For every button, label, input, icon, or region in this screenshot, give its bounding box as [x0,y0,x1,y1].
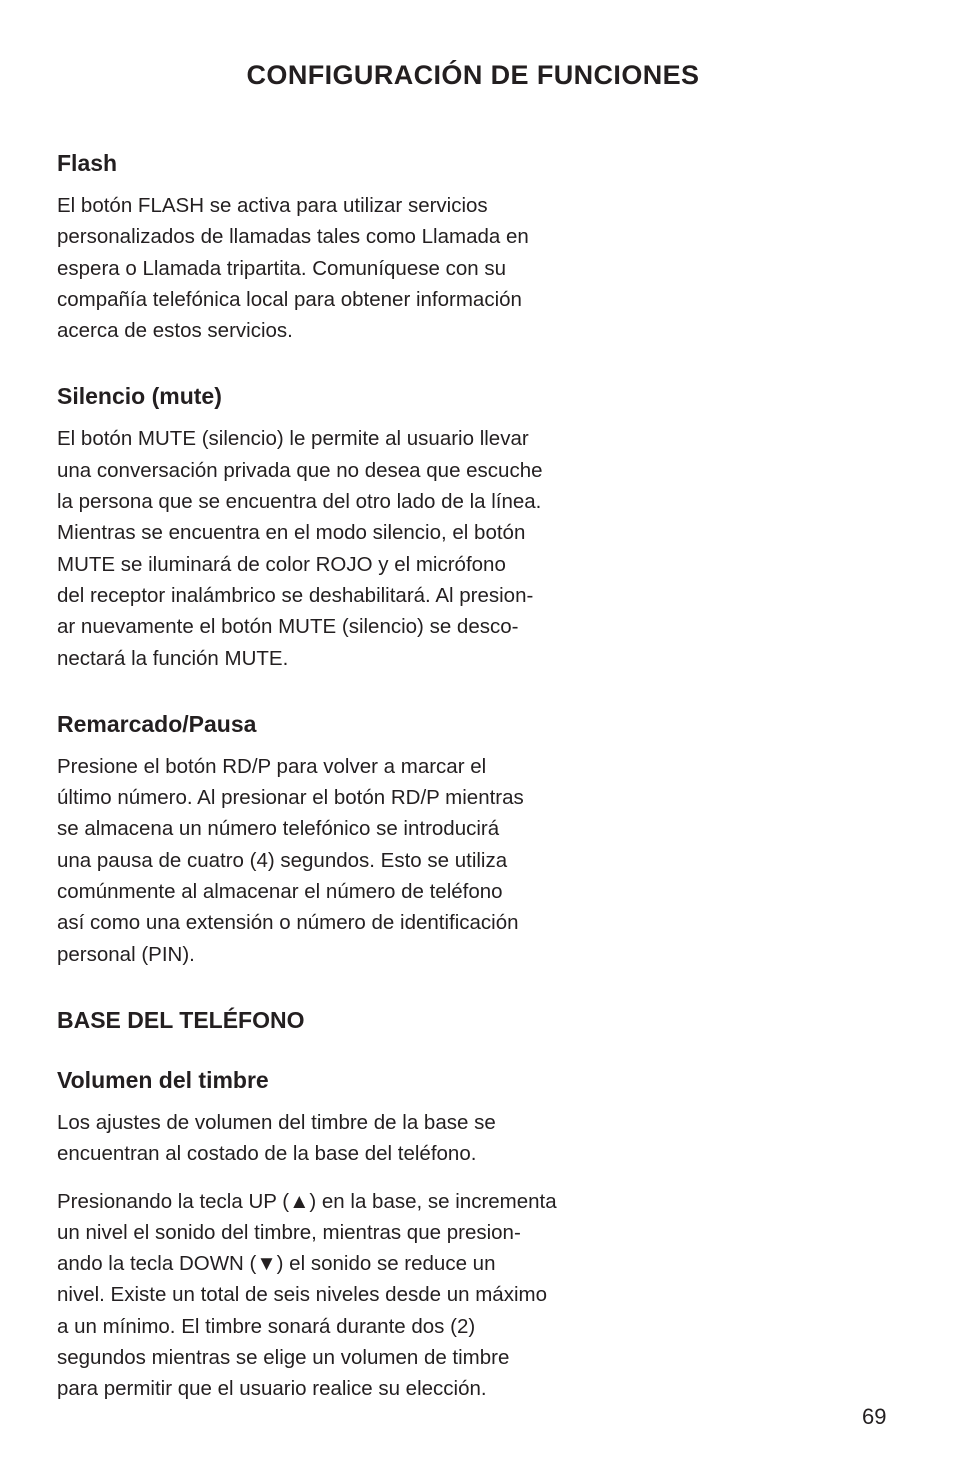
paragraph-mute: El botón MUTE (silencio) le permite al usuario llevar una conversación privada que no desea que escuche la persona que se encuentra del otro lado de la línea. Mientras se encuentra en el modo silencio, el botón MUTE se iluminará de color ROJO y el micrófono del receptor inalámbrico se deshabilitará. Al presion- ar nuevamente el botón MUTE (silencio) se desco- nectará la función MUTE. [57,427,543,670]
heading-mute: Silencio (mute) [57,383,222,410]
paragraph-ringer-levels: Presionando la tecla UP (▲) en la base, se incrementa un nivel el sonido del timbre, mientras que presion- ando la tecla DOWN (▼) el sonido se reduce un nivel. Existe un total de seis niveles desde un máximo a un mínimo. El timbre sonará durante dos (2) segundos mientras se elige un volumen de timbre para permitir que el usuario realice su elección. [57,1189,557,1401]
section-flash [57,146,587,346]
heading-flash: Flash [57,150,118,176]
heading-base: BASE DEL TELÉFONO [57,1006,305,1033]
section-ringer [57,1063,587,1405]
heading-redial: Remarcado/Pausa [57,710,257,737]
heading-ringer: Volumen del timbre [57,1066,269,1093]
section-redial [57,707,587,970]
paragraph-flash: El botón FLASH se activa para utilizar servicios personalizados de llamadas tales como Llamada en espera o Llamada tripartita. Comuníquese con su compañía telefónica local para obtener información acerca de estos servicios. [57,194,529,343]
page-number: 69 [862,1404,887,1429]
section-mute [57,379,587,673]
page-content [57,146,587,1405]
page-title: CONFIGURACIÓN DE FUNCIONES [246,60,700,90]
paragraph-redial: Presione el botón RD/P para volver a marcar el último número. Al presionar el botón RD/P mientras se almacena un número telefónico se introducirá una pausa de cuatro (4) segundos. Esto se utiliza comúnmente al almacenar el número de teléfono así como una extensión o número de identificación personal (PIN). [57,754,524,966]
paragraph-ringer-location: Los ajustes de volumen del timbre de la base se encuentran al costado de la base del teléfono. [57,1110,496,1166]
